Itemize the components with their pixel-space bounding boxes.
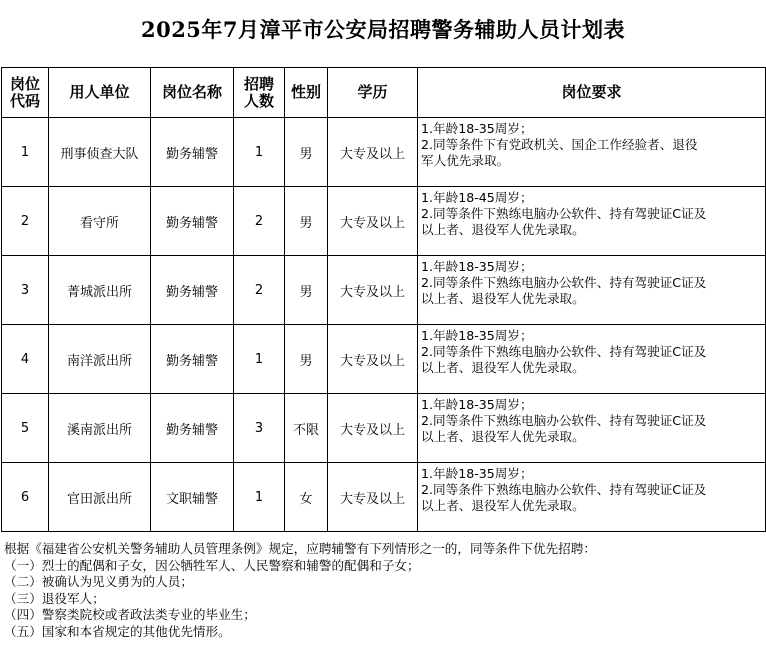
requirement-line: 1.年龄18-35周岁； — [421, 397, 533, 412]
cell-unit: 刑事侦查大队 — [49, 118, 151, 187]
requirement-line: 军人优先录取。 — [421, 153, 510, 168]
requirement-line: 以上者、退役军人优先录取。 — [421, 360, 585, 375]
cell-gender: 不限 — [285, 394, 328, 463]
cell-education: 大专及以上 — [328, 394, 418, 463]
cell-count: 1 — [234, 463, 285, 532]
cell-education: 大专及以上 — [328, 256, 418, 325]
requirement-line: 1.年龄18-35周岁； — [421, 328, 533, 343]
cell-education: 大专及以上 — [328, 325, 418, 394]
cell-requirements — [418, 256, 766, 325]
cell-gender: 男 — [285, 256, 328, 325]
table-row — [2, 394, 766, 463]
notes-item: （五）国家和本省规定的其他优先情形。 — [4, 623, 231, 639]
header-unit: 用人单位 — [49, 68, 151, 118]
cell-code: 4 — [2, 325, 49, 394]
table-row — [2, 463, 766, 532]
header-code-line2: 代码 — [9, 91, 40, 110]
header-education: 学历 — [328, 68, 418, 118]
recruitment-plan-table — [1, 67, 766, 532]
cell-unit: 看守所 — [49, 187, 151, 256]
cell-education: 大专及以上 — [328, 118, 418, 187]
requirement-line: 1.年龄18-35周岁； — [421, 121, 533, 136]
cell-position: 勤务辅警 — [151, 394, 234, 463]
header-count — [234, 68, 285, 118]
cell-code: 6 — [2, 463, 49, 532]
table-row — [2, 256, 766, 325]
requirement-line: 2.同等条件下熟练电脑办公软件、持有驾驶证C证及 — [421, 275, 707, 290]
requirement-line: 以上者、退役军人优先录取。 — [421, 291, 585, 306]
notes-item: （一）烈士的配偶和子女，因公牺牲军人、人民警察和辅警的配偶和子女； — [4, 557, 420, 573]
cell-code: 3 — [2, 256, 49, 325]
cell-count: 2 — [234, 256, 285, 325]
requirement-line: 以上者、退役军人优先录取。 — [421, 498, 585, 513]
header-code — [2, 68, 49, 118]
cell-code: 2 — [2, 187, 49, 256]
cell-gender: 男 — [285, 187, 328, 256]
header-code-line1: 岗位 — [9, 74, 40, 93]
cell-count: 2 — [234, 187, 285, 256]
cell-requirements — [418, 187, 766, 256]
cell-requirements — [418, 463, 766, 532]
requirement-line: 2.同等条件下有党政机关、国企工作经验者、退役 — [421, 137, 698, 152]
notes-intro: 根据《福建省公安机关警务辅助人员管理条例》规定，应聘辅警有下列情形之一的，同等条件下优先招聘： — [4, 541, 596, 556]
cell-unit: 菁城派出所 — [49, 256, 151, 325]
notes-item: （三）退役军人； — [4, 590, 105, 606]
cell-requirements — [418, 325, 766, 394]
requirement-line: 2.同等条件下熟练电脑办公软件、持有驾驶证C证及 — [421, 206, 707, 221]
cell-position: 勤务辅警 — [151, 256, 234, 325]
header-count-line2: 人数 — [243, 91, 274, 110]
cell-code: 5 — [2, 394, 49, 463]
requirement-line: 2.同等条件下熟练电脑办公软件、持有驾驶证C证及 — [421, 344, 707, 359]
requirement-line: 以上者、退役军人优先录取。 — [421, 222, 585, 237]
requirement-line: 2.同等条件下熟练电脑办公软件、持有驾驶证C证及 — [421, 413, 707, 428]
cell-unit: 官田派出所 — [49, 463, 151, 532]
requirement-line: 以上者、退役军人优先录取。 — [421, 429, 585, 444]
cell-education: 大专及以上 — [328, 463, 418, 532]
cell-position: 文职辅警 — [151, 463, 234, 532]
notes-section — [4, 541, 764, 641]
cell-unit: 南洋派出所 — [49, 325, 151, 394]
requirement-line: 1.年龄18-45周岁； — [421, 190, 533, 205]
cell-code: 1 — [2, 118, 49, 187]
cell-count: 1 — [234, 325, 285, 394]
requirement-line: 1.年龄18-35周岁； — [421, 466, 533, 481]
table-row — [2, 325, 766, 394]
header-position: 岗位名称 — [151, 68, 234, 118]
table-header-row — [2, 68, 766, 118]
notes-item: （二）被确认为见义勇为的人员； — [4, 574, 193, 590]
cell-position: 勤务辅警 — [151, 187, 234, 256]
cell-gender: 男 — [285, 325, 328, 394]
cell-requirements — [418, 394, 766, 463]
page-title: 2025年7月漳平市公安局招聘警务辅助人员计划表 — [140, 17, 626, 42]
cell-requirements — [418, 118, 766, 187]
cell-position: 勤务辅警 — [151, 118, 234, 187]
cell-count: 1 — [234, 118, 285, 187]
table-row — [2, 187, 766, 256]
cell-education: 大专及以上 — [328, 187, 418, 256]
notes-item: （四）警察类院校或者政法类专业的毕业生； — [4, 607, 256, 623]
cell-position: 勤务辅警 — [151, 325, 234, 394]
cell-gender: 男 — [285, 118, 328, 187]
header-gender: 性别 — [285, 68, 328, 118]
table-row — [2, 118, 766, 187]
header-requirements: 岗位要求 — [418, 68, 766, 118]
cell-count: 3 — [234, 394, 285, 463]
requirement-line: 1.年龄18-35周岁； — [421, 259, 533, 274]
requirement-line: 2.同等条件下熟练电脑办公软件、持有驾驶证C证及 — [421, 482, 707, 497]
cell-unit: 溪南派出所 — [49, 394, 151, 463]
header-count-line1: 招聘 — [243, 74, 274, 93]
cell-gender: 女 — [285, 463, 328, 532]
